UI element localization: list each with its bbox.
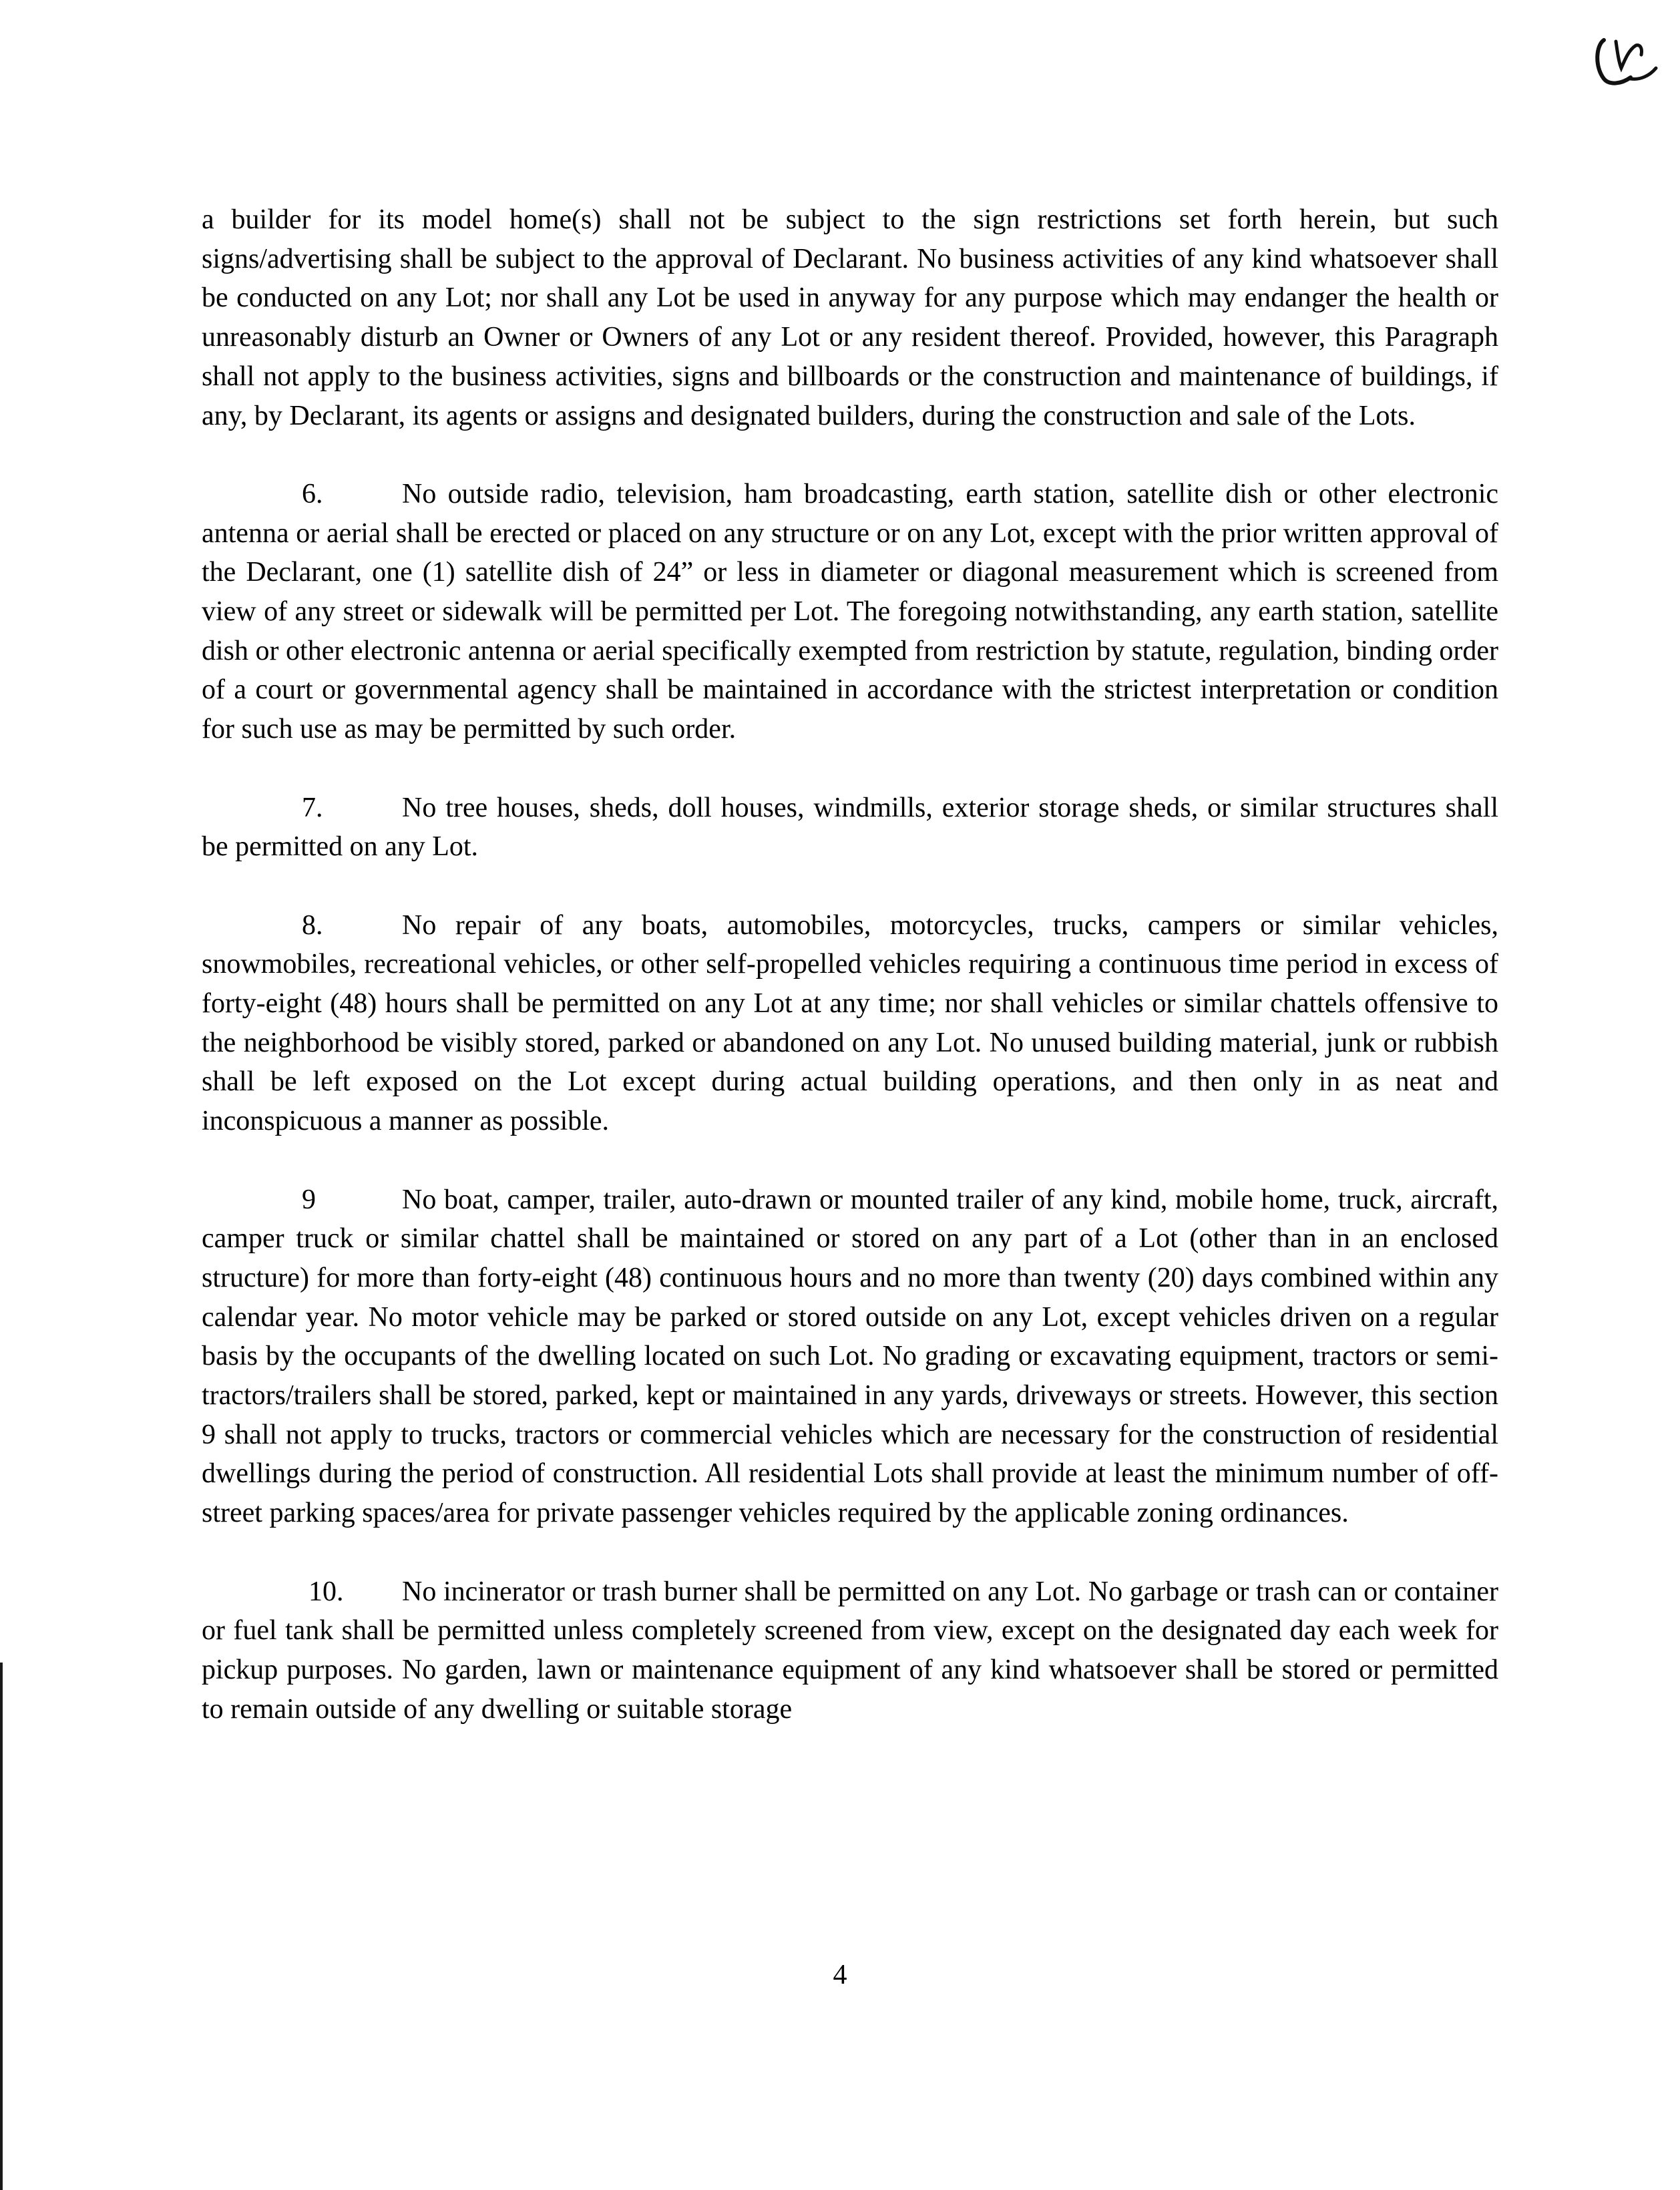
paragraph-text: a builder for its model home(s) shall not be subject to the sign restrictions set forth herein, but such signs/advertising shall be subject to the approval of Declarant. No business activities of any kind whatsoever shall be conducted on any Lot; nor shall any Lot be used in anyway for any purpose which may endanger the health or unreasonably disturb an Owner or Owners of any Lot or any resident thereof. Provided, however, this Paragraph shall not apply to the business activities, signs and billboards or the construction and maintenance of buildings, if any, by Declarant, its agents or assigns and designated builders, during the construction and sale of the Lots. xyxy=(202,204,1498,431)
page-number: 4 xyxy=(833,1960,847,1990)
paragraph-number: 10. xyxy=(308,1576,344,1607)
paragraph-6 xyxy=(202,475,1498,749)
paragraph-7 xyxy=(202,789,1498,867)
paragraph-10 xyxy=(202,1572,1498,1729)
paragraph-text: No repair of any boats, automobiles, motorcycles, trucks, campers or similar vehicles, snowmobiles, recreational vehicles, or other self-propelled vehicles requiring a continuous time period in excess of forty-eight (48) hours shall be permitted on any Lot at any time; nor shall vehicles or similar chattels offensive to the neighborhood be visibly stored, parked or abandoned on any Lot. No unused building material, junk or rubbish shall be left exposed on the Lot except during actual building operations, and then only in as neat and inconspicuous a manner as possible. xyxy=(202,909,1498,1137)
paragraph-8 xyxy=(202,906,1498,1141)
paragraph-number: 6. xyxy=(302,478,323,509)
paragraph-text: No tree houses, sheds, doll houses, windmills, exterior storage sheds, or similar structures shall be permitted on any Lot. xyxy=(202,792,1498,863)
paragraph-number: 9 xyxy=(302,1184,316,1215)
paragraph-text: No incinerator or trash burner shall be permitted on any Lot. No garbage or trash can or container or fuel tank shall be permitted unless completely screened from view, except on the designated day each week for pickup purposes. No garden, lawn or maintenance equipment of any kind whatsoever shall be stored or permitted to remain outside of any dwelling or suitable storage xyxy=(202,1576,1498,1725)
handwritten-initials xyxy=(1589,27,1663,93)
paragraph-continuation xyxy=(202,200,1498,435)
paragraph-number: 8. xyxy=(302,909,323,941)
paragraph-text: No boat, camper, trailer, auto-drawn or mounted trailer of any kind, mobile home, truck, aircraft, camper truck or similar chattel shall be maintained or stored on any part of a Lot (other than in an enclosed structure) for more than forty-eight (48) continuous hours and no more than twenty (20) days combined within any calendar year. No motor vehicle may be parked or stored outside on any Lot, except vehicles driven on a regular basis by the occupants of the dwelling located on such Lot. No grading or excavating equipment, tractors or semi-tractors/trailers shall be stored, parked, kept or maintained in any yards, driveways or streets. However, this section 9 shall not apply to trucks, tractors or commercial vehicles which are necessary for the construction of residential dwellings during the period of construction. All residential Lots shall provide at least the minimum number of off-street parking spaces/area for private passenger vehicles required by the applicable zoning ordinances. xyxy=(202,1184,1498,1529)
scan-edge-shadow xyxy=(0,1663,3,2190)
paragraph-text: No outside radio, television, ham broadcasting, earth station, satellite dish or other electronic antenna or aerial shall be erected or placed on any structure or on any Lot, except with the prior written approval of the Declarant, one (1) satellite dish of 24” or less in diameter or diagonal measurement which is screened from view of any street or sidewalk will be permitted per Lot. The foregoing notwithstanding, any earth station, satellite dish or other electronic antenna or aerial specifically exempted from restriction by statute, regulation, binding order of a court or governmental agency shall be maintained in accordance with the strictest interpretation or condition for such use as may be permitted by such order. xyxy=(202,478,1498,745)
paragraph-number: 7. xyxy=(302,792,323,823)
document-body xyxy=(202,200,1498,1768)
paragraph-9 xyxy=(202,1180,1498,1533)
